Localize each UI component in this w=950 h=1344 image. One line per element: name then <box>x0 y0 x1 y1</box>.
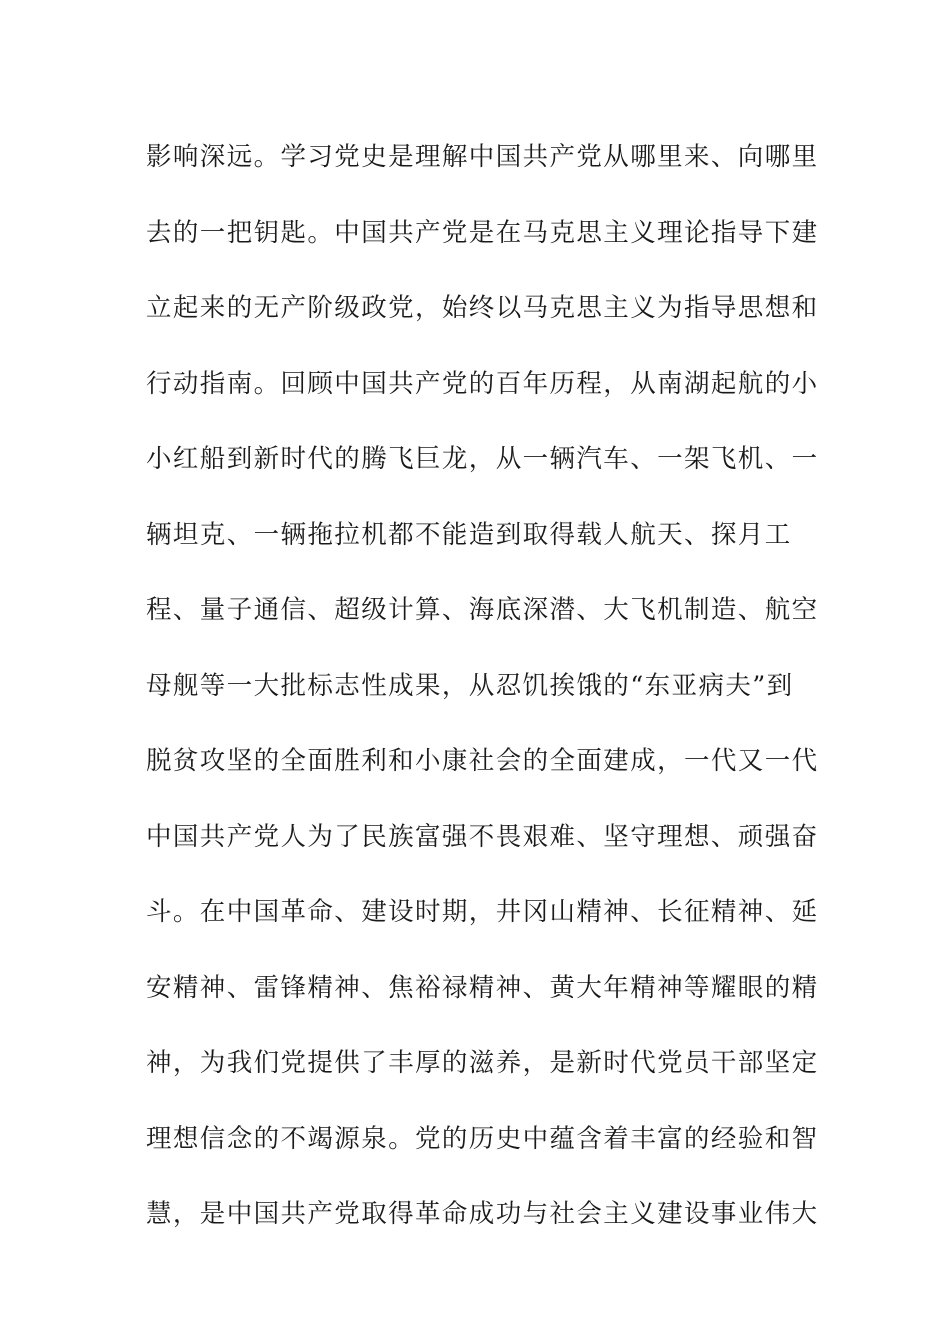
text-line: 理想信念的不竭源泉。党的历史中蕴含着丰富的经验和智 <box>146 1123 819 1154</box>
text-line: 母舰等一大批标志性成果，从忍饥挨饿的“东亚病夫”到 <box>146 670 794 701</box>
text-line: 中国共产党人为了民族富强不畏艰难、坚守理想、顽强奋 <box>146 821 819 852</box>
text-line: 神，为我们党提供了丰厚的滋养，是新时代党员干部坚定 <box>146 1048 819 1078</box>
text-line: 小红船到新时代的腾飞巨龙，从一辆汽车、一架飞机、一 <box>146 444 819 474</box>
body-text <box>146 128 819 1261</box>
text-line: 安精神、雷锋精神、焦裕禄精神、黄大年精神等耀眼的精 <box>146 972 819 1003</box>
text-line: 去的一把钥匙。中国共产党是在马克思主义理论指导下建 <box>146 217 819 248</box>
text-line: 程、量子通信、超级计算、海底深潜、大飞机制造、航空 <box>146 595 819 625</box>
text-line: 斗。在中国革命、建设时期，井冈山精神、长征精神、延 <box>146 897 819 927</box>
text-line: 慧，是中国共产党取得革命成功与社会主义建设事业伟大 <box>146 1199 819 1229</box>
text-line: 辆坦克、一辆拖拉机都不能造到取得载人航天、探月工 <box>146 519 792 550</box>
text-line: 立起来的无产阶级政党，始终以马克思主义为指导思想和 <box>146 293 819 323</box>
text-line: 脱贫攻坚的全面胜利和小康社会的全面建成，一代又一代 <box>146 746 819 776</box>
text-line: 影响深远。学习党史是理解中国共产党从哪里来、向哪里 <box>146 142 819 172</box>
text-line: 行动指南。回顾中国共产党的百年历程，从南湖起航的小 <box>146 368 819 399</box>
